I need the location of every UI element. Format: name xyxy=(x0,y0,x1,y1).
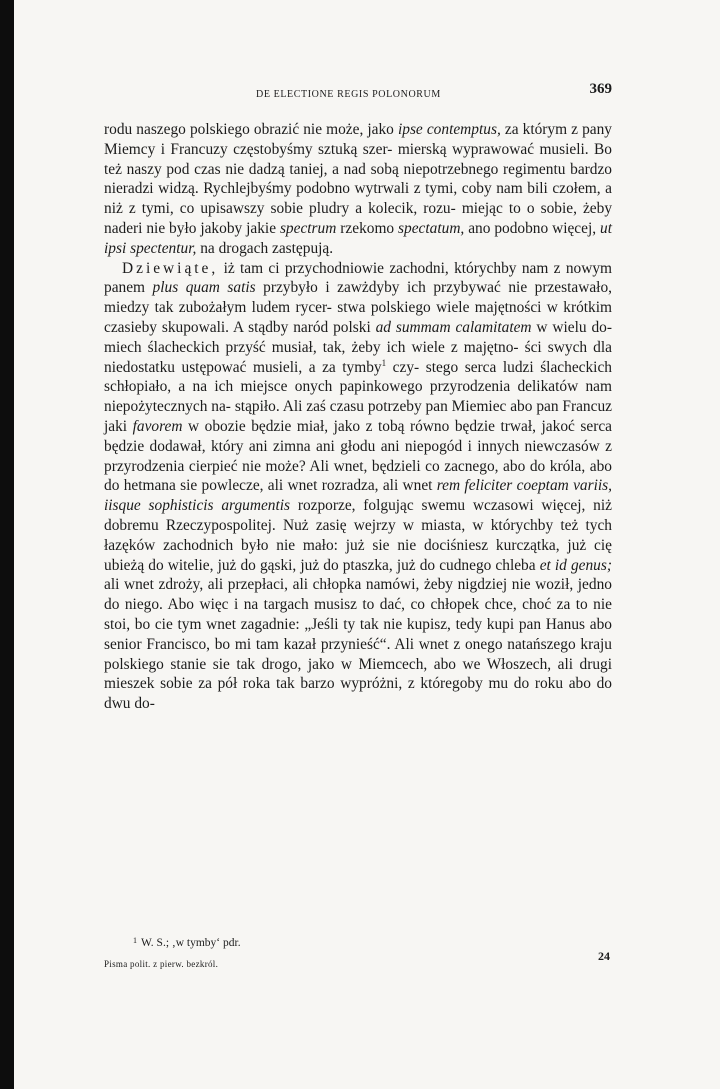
text-run: widzą. Rychlejbyśmy podobno wytrwali z tymi, coby nam bili xyxy=(158,180,548,198)
paragraph xyxy=(104,120,612,259)
text-run: na xyxy=(196,239,215,257)
latin-phrase: ut ipsi spectentur, xyxy=(104,219,612,257)
text-run: było nie mało: już sie nie dociśniesz kurczątka, już cię ubieżą xyxy=(104,536,612,574)
text-run: przybyło i zawżdyby ich xyxy=(255,279,426,297)
text-run: papinkowego przyrodzenia delikatów nam niepożytecznych na- xyxy=(104,378,612,416)
scan-edge xyxy=(0,0,14,1089)
text-run: rzekomo xyxy=(340,219,399,237)
text-run: ani niepogód i innych niewczasów z przyrodzenia cierpieć nie xyxy=(104,437,612,475)
text-run: ali wnet zdroży, ali przepłaci, ali chłopka namówi, xyxy=(104,576,420,594)
text-run: mierską wyprawować musieli. Bo też naszy pod czas nie dadzą xyxy=(104,140,613,178)
text-run: z onego natańszego kraju polskiego stanie sie tak drogo, jako xyxy=(104,635,613,673)
latin-phrase: coeptam variis, iisque sophisticis argumentis xyxy=(104,477,612,515)
body-text xyxy=(104,120,612,714)
text-run: rozporze, folgując xyxy=(290,497,414,515)
signature-number: 24 xyxy=(598,949,610,963)
text-run: w Miemcech, abo we Włoszech, ali drugi mieszek sobie za pół roka xyxy=(104,655,612,693)
footnote-text: W. S.; ‚w tymby‘ pdr. xyxy=(141,937,241,949)
latin-phrase: spectatum, xyxy=(398,219,465,237)
text-run: iż tam ci przychodniowie zachodni, którychby xyxy=(218,259,517,277)
text-run: trwał, jakoć serca będzie dodawał, który ani zimna ani głodu xyxy=(104,417,612,455)
latin-phrase: plus quam satis xyxy=(152,279,256,297)
text-run: nam z nowym panem xyxy=(104,259,612,297)
text-run: czy- xyxy=(386,358,420,376)
text-run: miejąc to o sobie, żeby naderi nie było jakoby jakie xyxy=(104,200,613,237)
text-run: miech ślacheckich przyść musiał, tak, żeby ich wiele z majętno- xyxy=(104,338,519,356)
latin-phrase: rem feliciter xyxy=(436,477,513,495)
text-run: czołem, a niż z tymi, co upisawszy sobie pludry a kolecik, rozu- xyxy=(104,180,612,218)
signature-note: Pisma polit. z pierw. bezkról. xyxy=(104,959,219,969)
text-run: stego serca ludzi ślacheckich schłopiało, a na ich miejsce onych xyxy=(104,358,612,396)
text-run: tak barzo wypróżni, z któregoby mu do roku abo do dwu do- xyxy=(104,675,613,713)
latin-phrase: spectrum xyxy=(279,219,337,237)
text-run: wnet zagadnie: „Jeśli ty tak nie kupisz, tedy kupi pan Hanus xyxy=(206,615,586,633)
page-number: 369 xyxy=(589,81,612,97)
text-run: zasię wejrzy w miasta, w którychby też tych łazęków zachodnich xyxy=(104,516,612,554)
latin-phrase: favorem xyxy=(132,417,183,435)
footnote xyxy=(133,936,241,949)
text-run: taniej, a nad sobą niepotrzebnego regimentu bardzo nieradzi xyxy=(104,160,612,198)
text-run: za którym z pany Miemcy i Francuzy częstobyśmy sztuką szer- xyxy=(104,121,613,158)
text-run: stąpiło. Ali zaś czasu potrzeby pan Miemiec abo pan Francuz xyxy=(234,398,612,416)
text-run: A stądby naród polski xyxy=(233,318,376,336)
text-run: swemu wczasowi więcej, niż dobremu Rzeczypospolitej. Nuż xyxy=(104,497,612,534)
text-run: musisz to dać, co chłopek chce, choć za to nie stoi, bo cie tym xyxy=(104,596,612,633)
footnote-mark: 1 xyxy=(133,936,137,945)
latin-phrase: et id genus; xyxy=(539,556,612,574)
text-run: w obozie będzie miał, jako z tobą równo będzie xyxy=(182,417,495,435)
paragraph xyxy=(104,259,612,714)
page-header xyxy=(104,81,612,105)
text-run: żeby nigdziej nie woził, jedno do niego. Abo więc i na targach xyxy=(104,576,612,614)
text-run: hetmana sie powlecze, ali wnet rozradza, ali wnet xyxy=(123,477,437,495)
running-title: DE ELECTIONE REGIS POLONORUM xyxy=(256,89,441,100)
text-run: jaki xyxy=(104,417,133,435)
text-run: ano podobno więcej, xyxy=(464,219,600,237)
text-run: stwa polskiego wiele majętności w krótkim czasieby skupowali. xyxy=(104,299,612,336)
spaced-word: Dziewiąte, xyxy=(122,259,219,277)
text-run: przybywać nie przestawało, miedzy tak zubożałym ludem rycer- xyxy=(104,279,612,317)
latin-phrase: ad summam calamitatem xyxy=(375,318,532,336)
text-run: rodu naszego polskiego obrazić nie może, jako xyxy=(104,121,398,138)
text-run: w wielu do- xyxy=(531,318,612,336)
text-run: może? Ali wnet, będzieli co zacnego, abo do króla, abo do xyxy=(104,457,612,495)
text-run: ści swych dla niedostatku ustępować musieli, a za tymby xyxy=(104,338,612,376)
footnote-ref: 1 xyxy=(381,357,387,368)
text-run: abo senior Francisco, bo mi tam kazał przynieść“. Ali wnet xyxy=(104,615,612,653)
latin-phrase: ipse contemptus, xyxy=(397,121,501,138)
text-run: do witelie, już do gąski, już do ptaszka, już do cudnego chleba xyxy=(148,556,536,574)
text-run: drogach zastępują. xyxy=(218,239,334,257)
